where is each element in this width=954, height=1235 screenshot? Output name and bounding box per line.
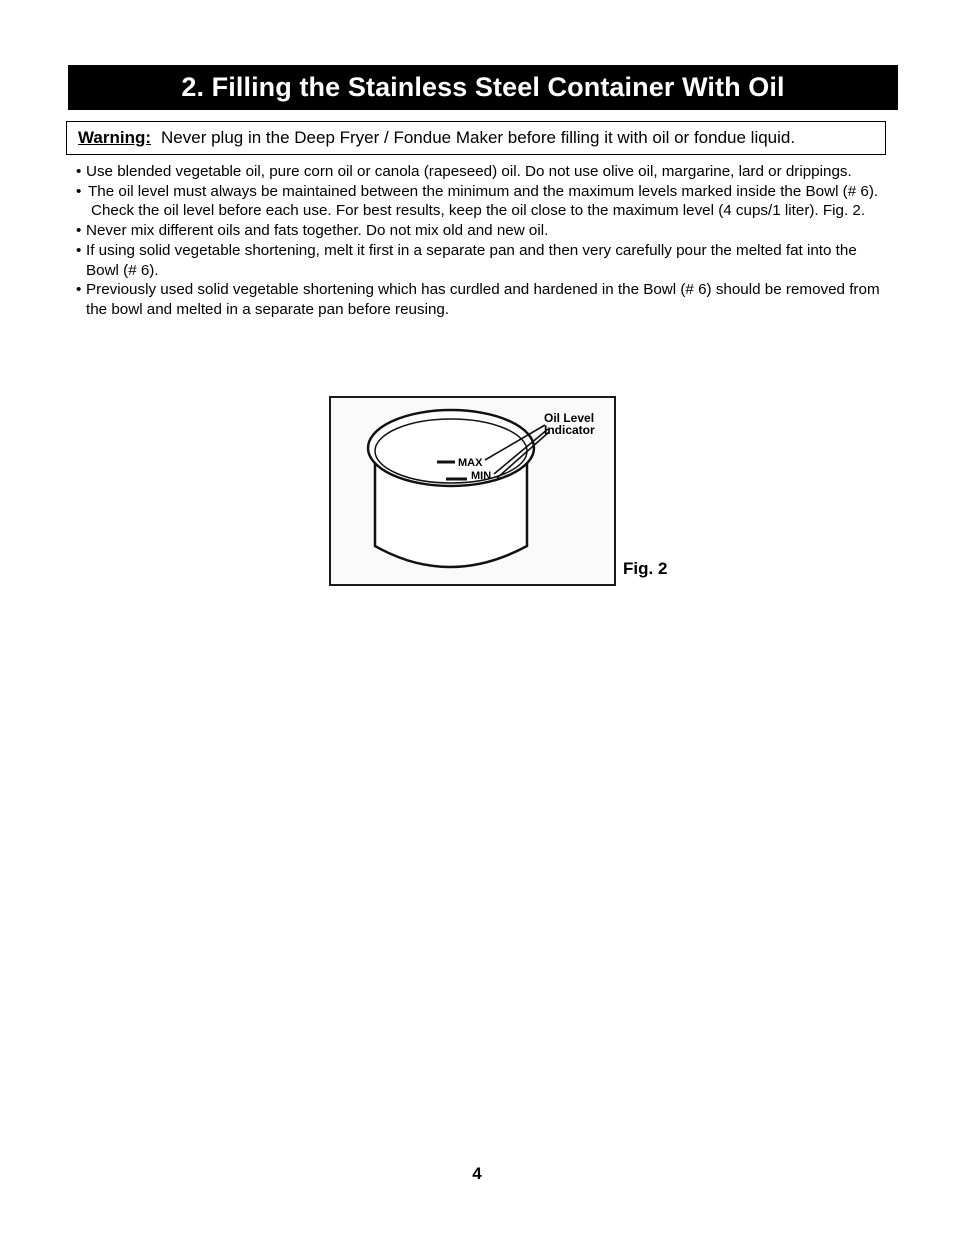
warning-text: Never plug in the Deep Fryer / Fondue Maker before filling it with oil or fondue liquid. bbox=[161, 128, 796, 147]
bullet-icon: • bbox=[76, 241, 82, 259]
min-label: MIN bbox=[471, 470, 492, 482]
warning-box bbox=[66, 121, 886, 155]
list-item: • Use blended vegetable oil, pure corn oil or canola (rapeseed) oil. Do not use olive oil, margarine, lard or drippings. bbox=[76, 163, 852, 180]
warning-label: Warning: bbox=[78, 128, 152, 147]
indicator-label-line1: Oil Level bbox=[544, 411, 595, 425]
max-label: MAX bbox=[458, 457, 483, 469]
indicator-label-line2: Indicator bbox=[544, 423, 595, 437]
list-item: • If using solid vegetable shortening, melt it first in a separate pan and then very carefully pour the melted fat into the Bowl (# 6). bbox=[76, 241, 857, 279]
list-item: • Previously used solid vegetable shortening which has curdled and hardened in the Bowl (# 6) should be removed from the bowl and melted in a separate pan before reusing. bbox=[76, 281, 880, 318]
bullet-icon: • bbox=[76, 163, 82, 180]
section-title-text: 2. Filling the Stainless Steel Container With Oil bbox=[181, 72, 785, 102]
page-number: 4 bbox=[472, 1164, 482, 1183]
container-illustration bbox=[331, 398, 614, 584]
bullet-icon: • bbox=[76, 222, 82, 240]
list-item: • The oil level must always be maintained between the minimum and the maximum levels marked inside the Bowl (# 6). Check the oil level before each use. For best results, keep the oil close to the maximum level (4 cups/1 liter). Fig. 2. bbox=[76, 182, 879, 220]
section-title bbox=[68, 65, 898, 110]
instruction-list bbox=[76, 162, 888, 320]
list-item: • Never mix different oils and fats together. Do not mix old and new oil. bbox=[76, 222, 549, 240]
figure-caption: Fig. 2 bbox=[623, 559, 668, 578]
bullet-icon: • bbox=[76, 281, 82, 299]
bullet-icon: • bbox=[76, 182, 82, 200]
figure-oil-level bbox=[329, 396, 616, 586]
bowl-rim-inner bbox=[375, 419, 527, 483]
